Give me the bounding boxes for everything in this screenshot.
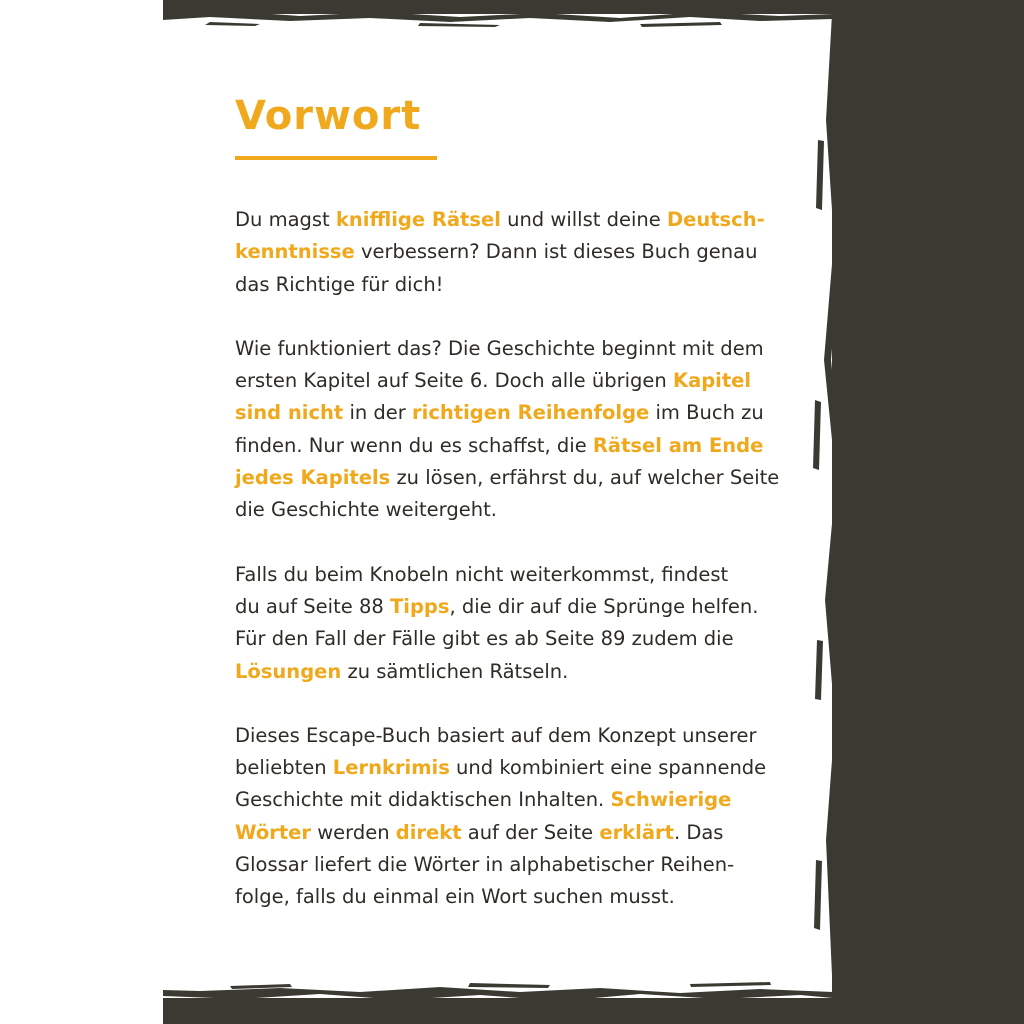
body-text: das Richtige für dich! — [235, 272, 444, 296]
body-text: und willst deine — [500, 208, 667, 231]
body-text: du auf Seite 88 — [235, 594, 390, 618]
body-text: ersten Kapitel auf Seite 6. Doch alle übrigen — [235, 369, 673, 393]
text-line — [235, 333, 815, 365]
text-line — [235, 462, 815, 494]
body-text: verbessern? Dann ist dieses Buch genau — [354, 240, 758, 264]
body-text: Wie funktioniert das? Die Geschichte beginnt mit dem — [235, 336, 764, 360]
body-text: Falls du beim Knobeln nicht weiterkommst, findest — [235, 562, 729, 586]
text-line — [235, 397, 815, 429]
highlight-text: Tipps — [389, 594, 450, 618]
title-underline — [235, 156, 437, 160]
body-text: beliebten — [235, 756, 333, 780]
text-line — [235, 430, 815, 462]
body-text: Du magst — [235, 208, 336, 231]
highlight-text: Wörter — [235, 820, 311, 844]
highlight-text: Lösungen — [235, 659, 342, 683]
text-line — [235, 559, 815, 591]
highlight-text: Kapitel — [672, 369, 752, 393]
paragraph — [235, 333, 815, 527]
text-line — [235, 591, 815, 623]
body-text: Glossar liefert die Wörter in alphabetischer Reihen- — [235, 853, 735, 877]
body-text: , die dir auf die Sprünge helfen. — [449, 594, 759, 618]
body-text: finden. Nur wenn du es schaffst, die — [235, 433, 593, 457]
body-text: in der — [343, 401, 413, 425]
body-text: zu lösen, erfährst du, auf welcher Seite — [390, 466, 780, 490]
text-line — [235, 269, 815, 301]
text-line — [235, 204, 815, 236]
body-text: und kombiniert eine spannende — [449, 756, 767, 780]
paragraph — [235, 720, 815, 914]
text-line — [235, 494, 815, 526]
paragraph — [235, 204, 815, 301]
highlight-text: kenntnisse — [235, 240, 355, 264]
text-line — [235, 720, 815, 752]
highlight-text: Schwierige — [610, 788, 732, 812]
highlight-text: sind nicht — [235, 401, 344, 425]
body-text: im Buch zu — [649, 401, 764, 425]
highlight-text: jedes Kapitels — [235, 466, 391, 490]
body-text: werden — [311, 820, 396, 844]
body-text: zu sämtlichen Rätseln. — [341, 659, 569, 683]
text-line — [235, 849, 815, 881]
body-text: die Geschichte weitergeht. — [235, 498, 497, 522]
page-title: Vorwort — [235, 93, 422, 139]
text-line — [235, 623, 815, 655]
text-line — [235, 881, 815, 913]
highlight-text: erklärt — [599, 820, 674, 844]
text-line — [235, 752, 815, 784]
text-line — [235, 817, 815, 849]
highlight-text: Rätsel am Ende — [592, 433, 764, 457]
paragraph — [235, 559, 815, 688]
text-line — [235, 784, 815, 816]
body-text: Geschichte mit didaktischen Inhalten. — [235, 788, 611, 812]
text-line — [235, 236, 815, 268]
highlight-text: Deutsch- — [666, 208, 765, 231]
body-text: folge, falls du einmal ein Wort suchen musst. — [235, 885, 675, 909]
text-line — [235, 365, 815, 397]
highlight-text: direkt — [395, 820, 462, 844]
highlight-text: knifflige Rätsel — [335, 208, 501, 231]
highlight-text: richtigen Reihenfolge — [412, 401, 650, 425]
body-text: . Das — [673, 820, 724, 844]
body-text: Dieses Escape-Buch basiert auf dem Konzept unserer — [235, 723, 757, 747]
preface-body — [235, 204, 815, 914]
text-line — [235, 656, 815, 688]
body-text: auf der Seite — [461, 820, 600, 844]
highlight-text: Lernkrimis — [332, 756, 450, 780]
preface-content — [235, 88, 815, 946]
body-text: Für den Fall der Fälle gibt es ab Seite 89 zudem die — [235, 627, 734, 651]
